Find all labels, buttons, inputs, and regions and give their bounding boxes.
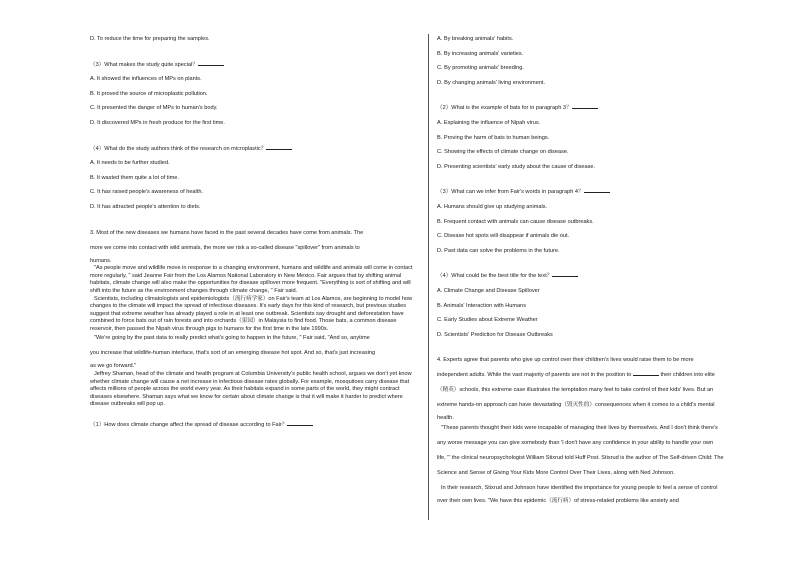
q4-option-a: A. Climate Change and Disease Spillover — [437, 287, 540, 294]
passage4-intro-line: （精英）schools, this extreme case illustrates the temptation many feel to take control of their kids' lives. But an — [437, 387, 714, 394]
left-column — [90, 36, 416, 430]
q1-option-b: B. By increasing animals' varieties. — [437, 50, 524, 57]
passage3-intro-line: more we come into contact with wild animals, the more we risk a so-called disease "spillover" from animals to — [90, 244, 360, 251]
q4-option-b: B. Animals' Interaction with Humans — [437, 302, 527, 309]
q3-question: （3）What makes the study quite special？ — [90, 61, 198, 68]
passage4-quote-line: Science and Sense of Giving Your Kids More Control Over Their Lives, along with Ned Johnson. — [437, 469, 675, 476]
passage3-quote-line: "We're going by the past data to really predict what's going to happen in the future, " Fair said, "And so, anytime — [94, 335, 370, 342]
q3-option-d: D. It discovered MPs in fresh produce for the first time. — [90, 119, 225, 126]
passage4-intro-line: extreme hands-on approach can have devastating（毁灭性的）consequences when it comes to a child's mental — [437, 402, 715, 409]
passage4-intro-line: health. — [437, 415, 454, 422]
right-column — [437, 36, 769, 505]
passage4-intro-text: independent adults. While the vast majority of parents are not in the position to — [437, 372, 632, 379]
q1-option-c: C. By promoting animals' breeding. — [437, 65, 524, 72]
q3-option-c: C. Disease hot spots will disappear if animals die out. — [437, 233, 570, 240]
passage3-intro-line: humans. — [90, 257, 112, 264]
q3-option-a: A. Humans should give up studying animals. — [437, 203, 548, 210]
q2-option-d: D. To reduce the time for preparing the samples. — [90, 36, 210, 42]
passage3-paragraph: Scientists, including climatologists and epidemiologists（流行病学家）on Fair's team at Los Alamos, are beginning to model how changes to the climate will impact the spread of infectious diseases. It's early days for this kind of research, but previous studies suggest that extreme weather has already played a role in at least one outbreak. Scientists say drought and deforestation have combined to force bats out of rain forests and into orchards（果园）in Malaysia to find food. Those bats, a common disease reservoir, then passed the Nipah virus through pigs to humans for the first time in the late 1990s. — [90, 295, 413, 332]
answer-blank[interactable] — [552, 271, 578, 277]
q4-option-d: D. Scientists' Prediction for Disease Outbreaks — [437, 331, 553, 338]
q4-option-a: A. It needs to be further studied. — [90, 160, 170, 167]
q4-question: （4）What could be the best title for the text？ — [437, 273, 553, 280]
passage3-q1-question: （1）How does climate change affect the spread of disease according to Fair？ — [90, 422, 288, 429]
q3-option-b: B. It proved the source of microplastic pollution. — [90, 90, 208, 97]
q2-option-a: A. Explaining the influence of Nipah virus. — [437, 119, 541, 126]
q3-option-b: B. Frequent contact with animals can cause disease outbreaks. — [437, 218, 594, 225]
passage4-research-line: In their research, Stixrud and Johnson have identified the importance for young people to feel a sense of control — [441, 484, 718, 491]
passage3-paragraph: "As people move and wildlife move in response to a changing environment, humans and wildlife and animals will come in contact more regularly, " said Jeanne Fair from the Los Alamos National Laboratory in New Mexico. Fair argues that by shifting animal habitats, climate change will also make the opportunities for disease spillover more frequent. "Everything is sort of shifting and will shift into the future as the environment changes through climate change, " Fair said. — [90, 265, 413, 294]
passage4-quote-line: "These parents thought their kids were incapable of managing their lives by themselves. And I don't think there's — [441, 424, 718, 431]
passage4-research-line: over their own lives. "We have this epidemic（流行病）of stress-related problems like anxiety and — [437, 497, 679, 504]
passage4-quote-line: life, '" the clinical neuropsychologist William Stixrud told Huff Post. Stixrud is the author of The Self-driven Child: The — [437, 454, 724, 461]
q2-question: （2）What is the example of bats for in paragraph 3？ — [437, 105, 572, 112]
q3-option-a: A. It showed the influences of MPs on plants. — [90, 76, 202, 83]
answer-blank[interactable] — [198, 60, 224, 66]
answer-blank[interactable] — [287, 420, 313, 426]
q4-option-d: D. It has attracted people's attention to diets. — [90, 203, 201, 210]
answer-blank[interactable] — [266, 144, 292, 150]
passage3-intro-line: 3. Most of the new diseases we humans have faced in the past several decades have come from animals. The — [90, 229, 364, 236]
q2-option-b: B. Proving the harm of bats to human beings. — [437, 134, 550, 141]
answer-blank[interactable] — [633, 370, 659, 376]
column-divider — [428, 34, 429, 520]
passage3-quote-line: you increase that wildlife-human interface, that's sort of an emerging disease hot spot. And so, that's just increasing — [90, 350, 376, 357]
passage3-paragraph: Jeffrey Shaman, head of the climate and health program at Columbia University's public health school, argues we don't yet know whether climate change will cause a net increase in infectious disease rates globally. For example, mosquitoes carry disease that affects millions of people across the world every year. As their habitats expand in some parts of the world, they might contract diseases elsewhere. Shaman says what we know for certain about climate change is that it will make it harder to predict where disease outbreaks will pop up. — [90, 371, 412, 408]
passage3-quote-line: as we go forward." — [90, 363, 137, 370]
passage4-intro-text: their children into elite — [660, 372, 715, 379]
answer-blank[interactable] — [584, 187, 610, 193]
q4-option-b: B. It wasted them quite a lot of time. — [90, 174, 179, 181]
q1-option-d: D. By changing animals' living environment. — [437, 79, 546, 86]
passage4-intro-line: 4. Experts agree that parents who give up control over their children's lives would raise them to be more — [437, 357, 694, 364]
q4-question: （4）What do the study authors think of the research on microplastic？ — [90, 145, 267, 152]
q4-option-c: C. Early Studies about Extreme Weather — [437, 317, 538, 324]
q2-option-d: D. Presenting scientists' early study about the cause of disease. — [437, 163, 596, 170]
q4-option-c: C. It has raised people's awareness of health. — [90, 189, 204, 196]
passage4-quote-line: any worse message you can give somebody than 'I don't have any confidence in your ability to handle your own — [437, 439, 714, 446]
q3-question: （3）What can we infer from Fair's words in paragraph 4？ — [437, 189, 584, 196]
answer-blank[interactable] — [572, 103, 598, 109]
q2-option-c: C. Showing the effects of climate change on disease. — [437, 149, 569, 156]
q1-option-a: A. By breaking animals' habits. — [437, 36, 514, 42]
q3-option-c: C. It presented the danger of MPs to human's body. — [90, 105, 218, 112]
q3-option-d: D. Past data can solve the problems in the future. — [437, 247, 560, 254]
